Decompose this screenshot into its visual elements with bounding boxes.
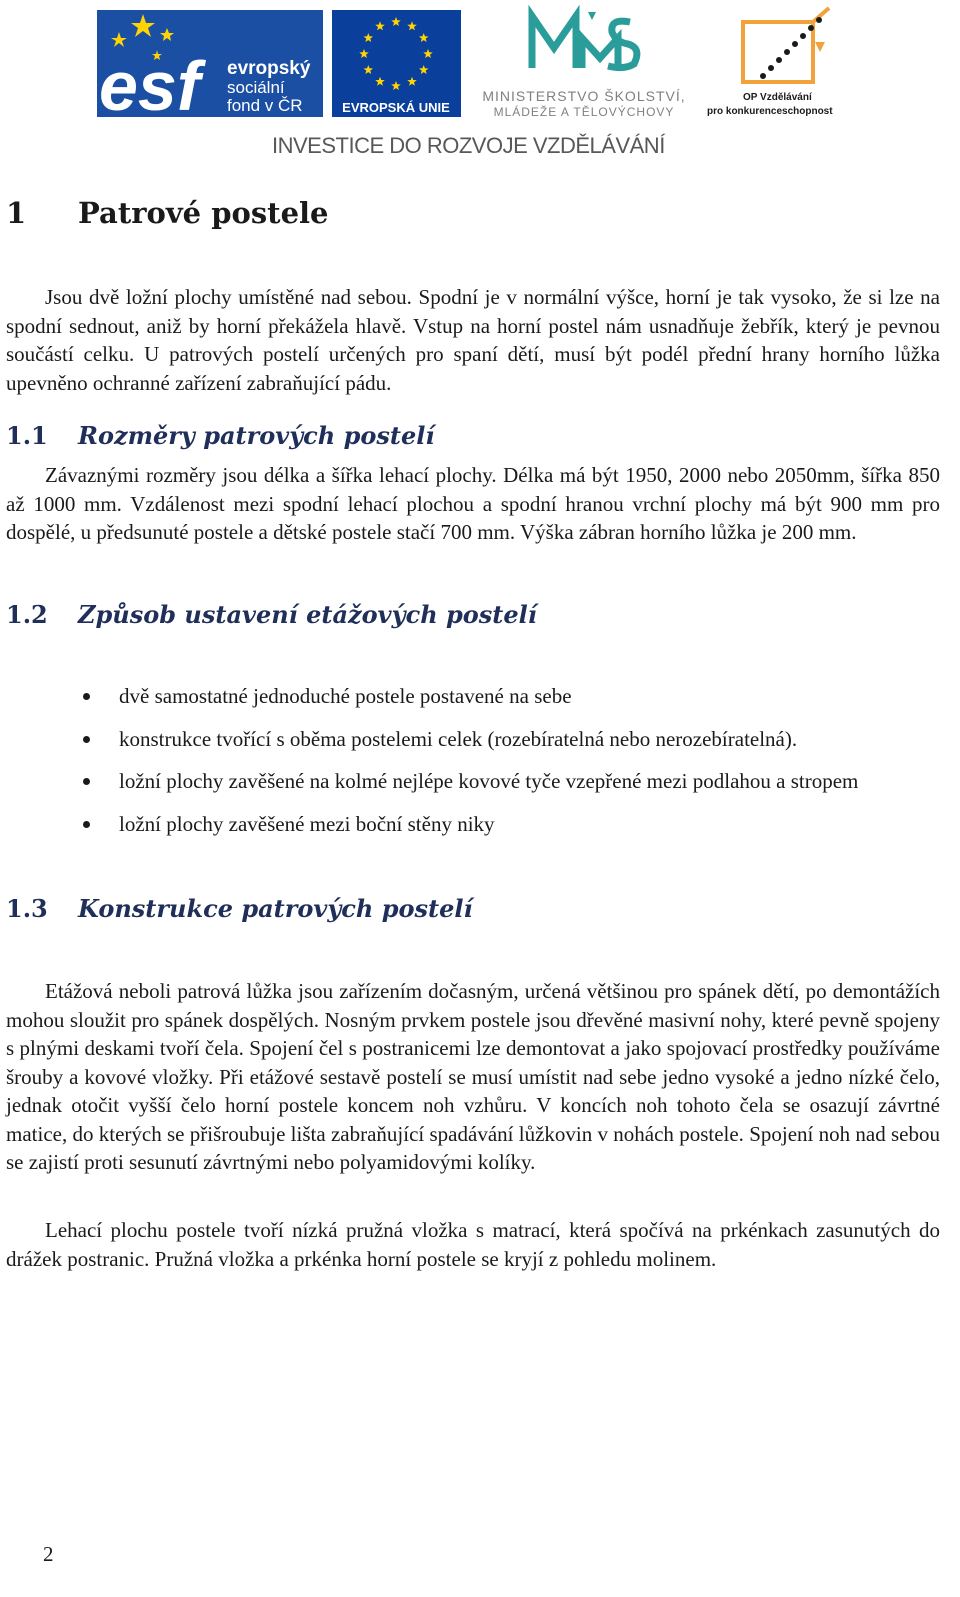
section-title: Konstrukce patrových postelí bbox=[78, 894, 473, 923]
bullet-icon bbox=[83, 693, 90, 700]
list-item bbox=[0, 725, 940, 754]
bullet-icon bbox=[83, 821, 90, 828]
section-number: 1.1 bbox=[6, 421, 48, 450]
section-number: 1.3 bbox=[6, 894, 48, 923]
bullet-icon bbox=[83, 778, 90, 785]
esf-label-1: evropský bbox=[227, 58, 311, 79]
page-number: 2 bbox=[43, 1542, 54, 1566]
section-heading-1-2 bbox=[6, 600, 537, 629]
chapter-number: 1 bbox=[6, 196, 27, 230]
section-number: 1.2 bbox=[6, 600, 48, 629]
msmt-label-2: MLÁDEŽE A TĚLOVÝCHOVY bbox=[493, 105, 675, 119]
section-title: Způsob ustavení etážových postelí bbox=[78, 600, 537, 629]
opvk-label-2: pro konkurenceschopnost bbox=[707, 106, 833, 117]
tagline: INVESTICE DO ROZVOJE VZDĚLÁVÁNÍ bbox=[272, 133, 665, 158]
intro-paragraph: Jsou dvě ložní plochy umístěné nad sebou. Spodní je v normální výšce, horní je tak vysoko, že si lze na spodní sednout, aniž by horní překážela hlavě. Vstup na horní postel nám usnadňuje žebřík, který je pevnou součástí celku. U patrových postelí určených pro spaní dětí, musí být podél přední hrany horního lůžka upevněno ochranné zařízení zabraňující pádu. bbox=[6, 285, 940, 395]
bullet-icon bbox=[83, 736, 90, 743]
eu-logo bbox=[332, 10, 461, 117]
construction-paragraph-1: Etážová neboli patrová lůžka jsou zařízením dočasným, určená většinou pro spánek dětí, po demontážích mohou sloužit pro spánek dospělých. Nosným prvkem postele jsou dřevěné masivní nohy, které pevně spojeny s plnými deskami tvoří čela. Spojení čel s postranicemi lze demontovat a jako spojovací prostředky používáme šrouby a kovové vložky. Při etážové sestavě postelí se musí umístit nad sebe jedno vysoké a jedno nízké čelo, jednak otočit vyšší čelo horní postele koncem noh vzhůru. V koncích noh tohoto čela se osazují závrtné matice, do kterých se přišroubuje lišta zabraňující spadávání lůžkovin v nohách postele. Spojení noh nad sebou se zajistí proti sesunutí závrtnými nebo polyamidovými kolíky. bbox=[6, 979, 940, 1174]
esf-label-3: fond v ČR bbox=[227, 96, 303, 115]
list-item-text: ložní plochy zavěšené na kolmé nejlépe kovové tyče vzepřené mezi podlahou a stropem bbox=[119, 769, 859, 793]
msmt-label-1: MINISTERSTVO ŠKOLSTVÍ, bbox=[482, 88, 686, 104]
list-item bbox=[0, 810, 940, 839]
chapter-title: Patrové postele bbox=[78, 196, 329, 230]
msmt-logo bbox=[470, 8, 698, 120]
esf-logo bbox=[97, 10, 323, 125]
esf-label-2: sociální bbox=[227, 78, 285, 97]
chapter-heading bbox=[6, 196, 329, 230]
opvk-logo bbox=[707, 6, 853, 121]
logo-banner bbox=[0, 0, 960, 170]
opvk-label-1: OP Vzdělávání bbox=[743, 92, 812, 103]
list-item bbox=[0, 767, 940, 796]
list-item-text: konstrukce tvořící s oběma postelemi celek (rozebíratelná nebo nerozebíratelná). bbox=[119, 726, 798, 751]
section-heading-1-3 bbox=[6, 894, 473, 923]
construction-paragraph-2: Lehací plochu postele tvoří nízká pružná vložka s matrací, která spočívá na prkénkach zasunutých do drážek postranic. Pružná vložka a prkénka horní postele se kryjí z pohledu molinem. bbox=[6, 1218, 940, 1271]
list-item-text: dvě samostatné jednoduché postele postavené na sebe bbox=[119, 684, 572, 708]
dimensions-paragraph: Závaznými rozměry jsou délka a šířka lehací plochy. Délka má být 1950, 2000 nebo 2050mm, šířka 850 až 1000 mm. Vzdálenost mezi spodní lehací plochou a spodní hranou vrchní plochy má být 900 mm pro dospělé, u předsunuté postele a dětské postele stačí 700 mm. Výška zábran horního lůžka je 200 mm. bbox=[6, 463, 940, 544]
list-item bbox=[0, 682, 940, 711]
esf-mark: esf bbox=[99, 47, 201, 125]
arrangement-list bbox=[0, 682, 940, 852]
section-heading-1-1 bbox=[6, 421, 434, 450]
list-item-text: ložní plochy zavěšené mezi boční stěny niky bbox=[119, 811, 495, 836]
eu-label: EVROPSKÁ UNIE bbox=[342, 100, 450, 115]
section-title: Rozměry patrových postelí bbox=[78, 421, 435, 450]
